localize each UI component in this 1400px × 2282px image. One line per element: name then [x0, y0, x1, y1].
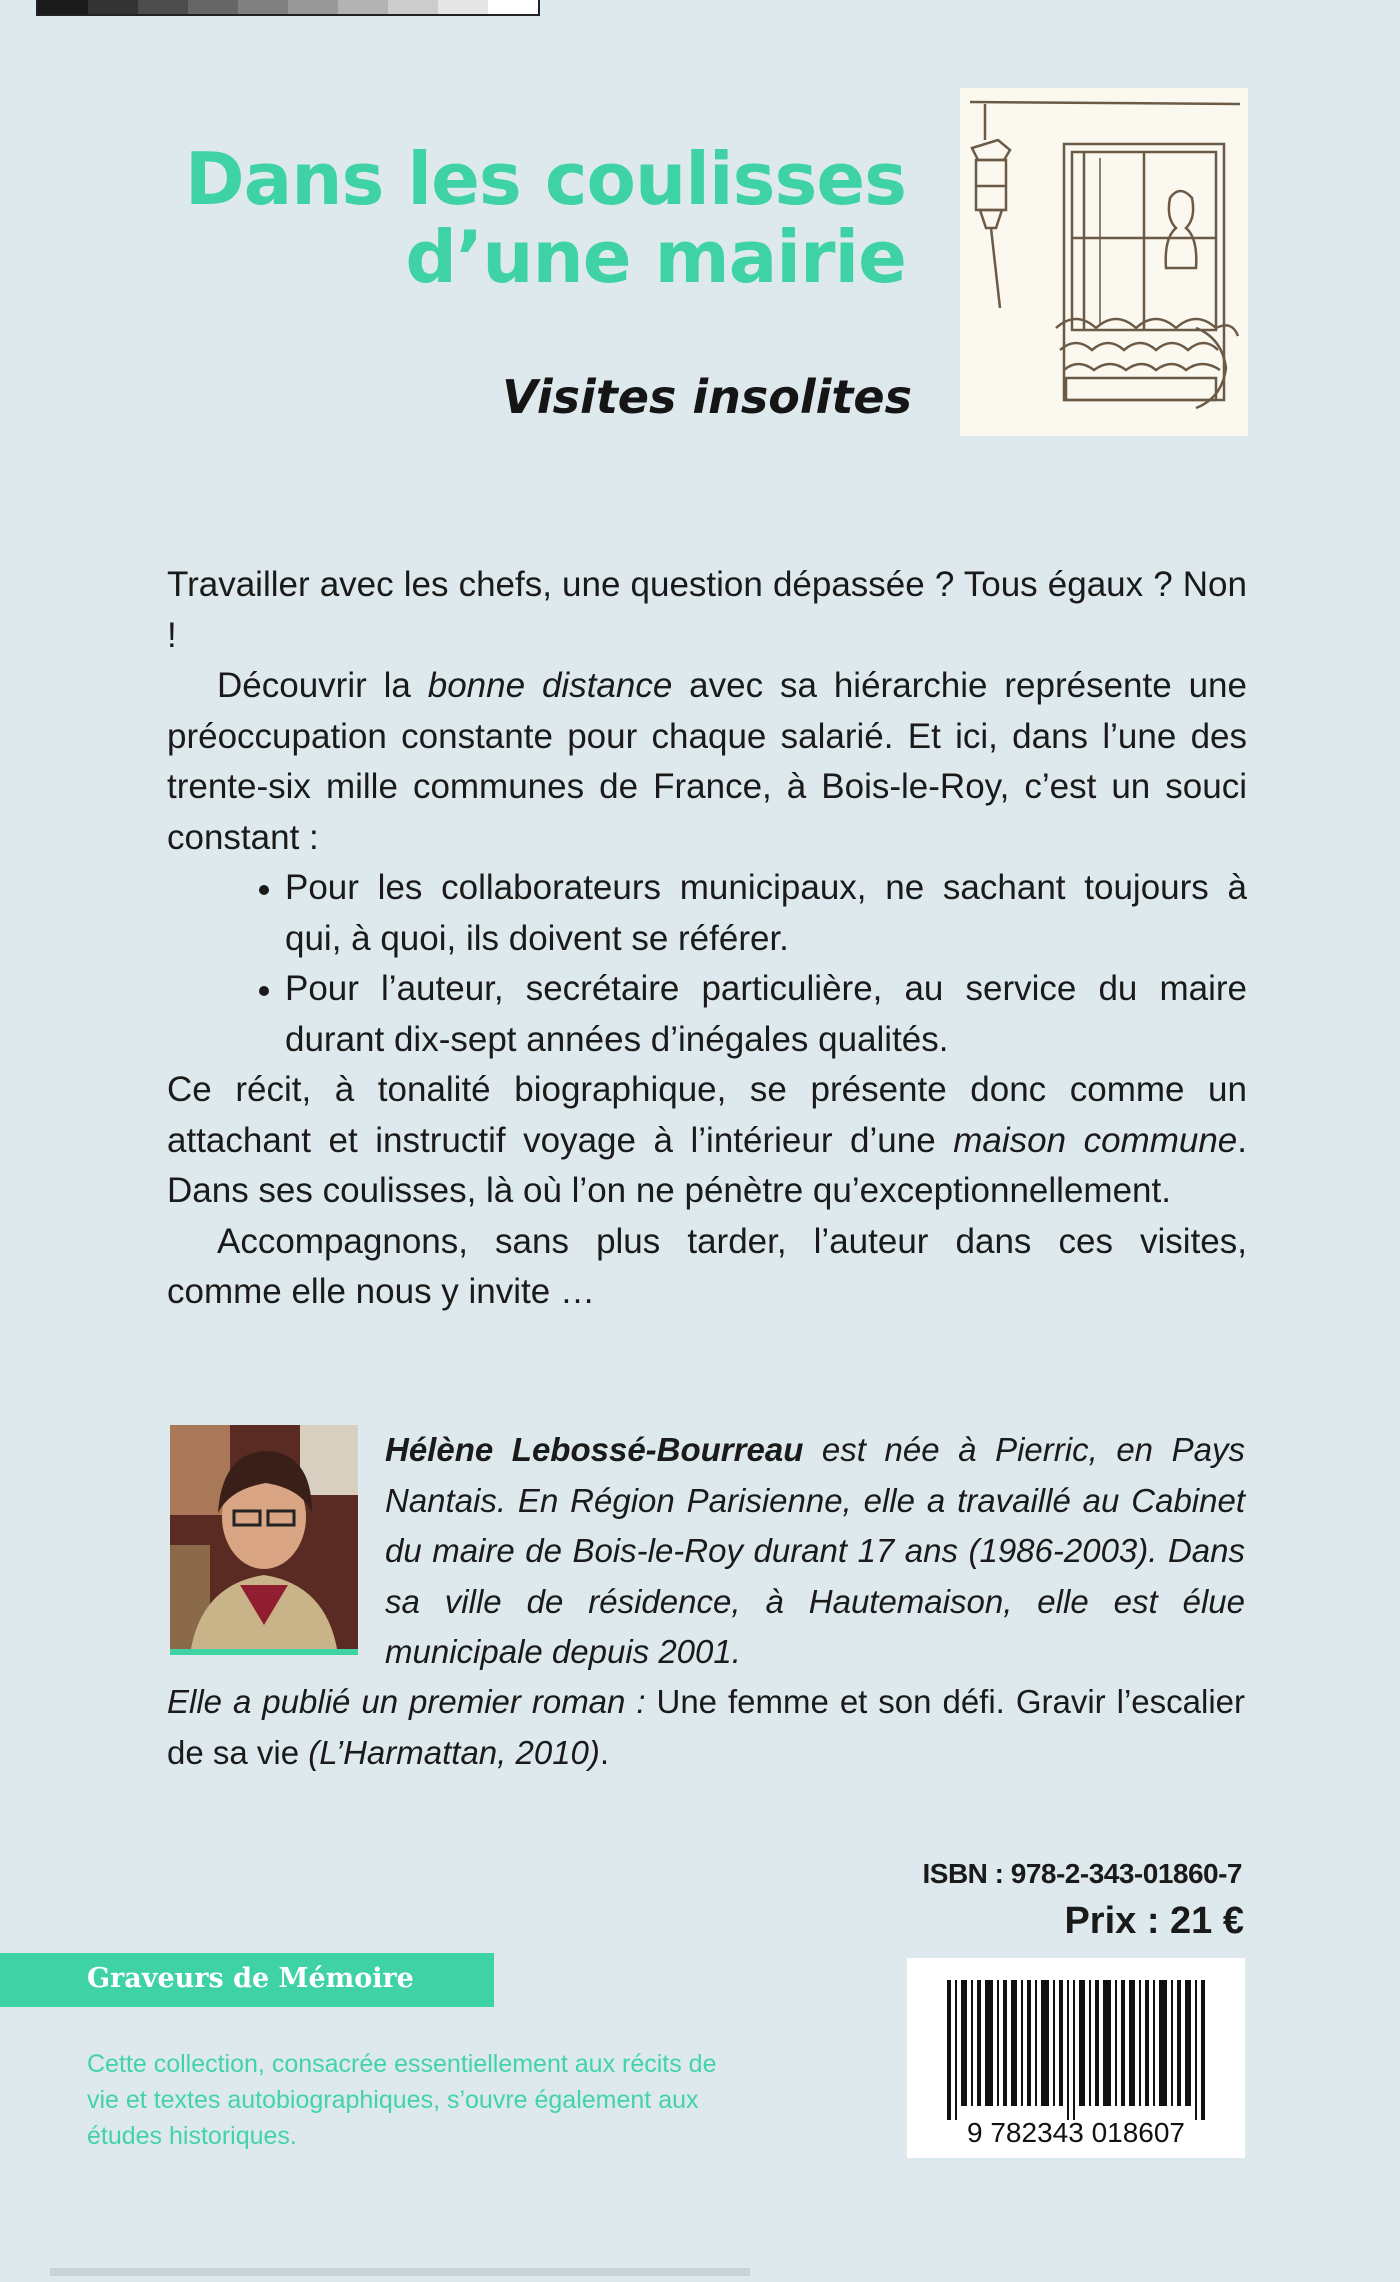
author-bio-text: est née à Pierric, en Pays Nantais. En Région Parisienne, elle a travaillé au Cabinet du maire de Bois-le-Roy durant 17 ans (1986-2003). Dans sa ville de résidence, à Hautemaison, elle est élue municipale depuis 2001.: [385, 1431, 1245, 1670]
print-calibration-bar: [36, 0, 540, 16]
book-title: [184, 137, 906, 299]
summary-bullet-list: [167, 863, 1247, 1065]
barcode: [907, 1958, 1245, 2158]
summary-paragraph-1: Travailler avec les chefs, une question dépassée ? Tous égaux ? Non !: [167, 565, 1247, 655]
summary-p2-before: Découvrir la: [217, 666, 428, 705]
author-publication: [167, 1677, 1245, 1778]
collection-description: Cette collection, consacrée essentiellement aux récits de vie et textes autobiographiques, s’ouvre également aux études historiques.: [87, 2050, 717, 2150]
book-title-line-2: d’une mairie: [405, 215, 906, 299]
author-photo: [170, 1425, 358, 1655]
window-lantern-sketch: [960, 88, 1248, 436]
publication-title: Une femme et son défi. Gravir l’escalier de sa vie: [167, 1683, 1245, 1771]
summary-p2-italic: bonne distance: [427, 666, 673, 705]
isbn: ISBN : 978-2-343-01860-7: [922, 1858, 1242, 1889]
publication-intro: Elle a publié un premier roman :: [167, 1683, 646, 1720]
summary-bullet: • Pour les collaborateurs municipaux, ne sachant toujours à qui, à quoi, ils doivent se référer.: [285, 863, 1247, 964]
author-bio: [385, 1425, 1245, 1678]
publication-end: .: [599, 1733, 610, 1771]
collection-name: Graveurs de Mémoire: [87, 1963, 414, 1994]
summary-paragraph-2: [167, 661, 1247, 863]
summary-p2-after: avec sa hiérarchie représente une préoccupation constante pour chaque salarié. Et ici, dans l’une des trente-six mille communes de France, à Bois-le-Roy, c’est un souci constant :: [167, 666, 1247, 857]
summary-p3-italic: maison commune: [953, 1120, 1238, 1160]
summary-paragraph-3: [167, 1065, 1247, 1217]
book-title-line-1: Dans les coulisses: [184, 137, 906, 221]
publication-reference: (L’Harmattan, 2010): [308, 1733, 600, 1771]
back-cover-summary: [167, 560, 1247, 1318]
book-subtitle: Visites insolites: [502, 370, 912, 424]
summary-p3-after: . Dans ses coulisses, là où l’on ne pénètre qu’exceptionnellement.: [167, 1120, 1247, 1210]
summary-p3-before: Ce récit, à tonalité biographique, se présente donc comme un attachant et instructif voyage à l’intérieur d’une: [167, 1070, 1247, 1160]
barcode-number: 9 782343 018607: [967, 2117, 1185, 2148]
author-name: Hélène Lebossé-Bourreau: [385, 1431, 804, 1468]
price: Prix : 21 €: [1064, 1900, 1244, 1942]
summary-paragraph-4: Accompagnons, sans plus tarder, l’auteur dans ces visites, comme elle nous y invite …: [167, 1221, 1247, 1311]
summary-bullet: • Pour l’auteur, secrétaire particulière, au service du maire durant dix-sept années d’inégales qualités.: [285, 964, 1247, 1065]
bottom-trim-strip: [50, 2268, 750, 2276]
